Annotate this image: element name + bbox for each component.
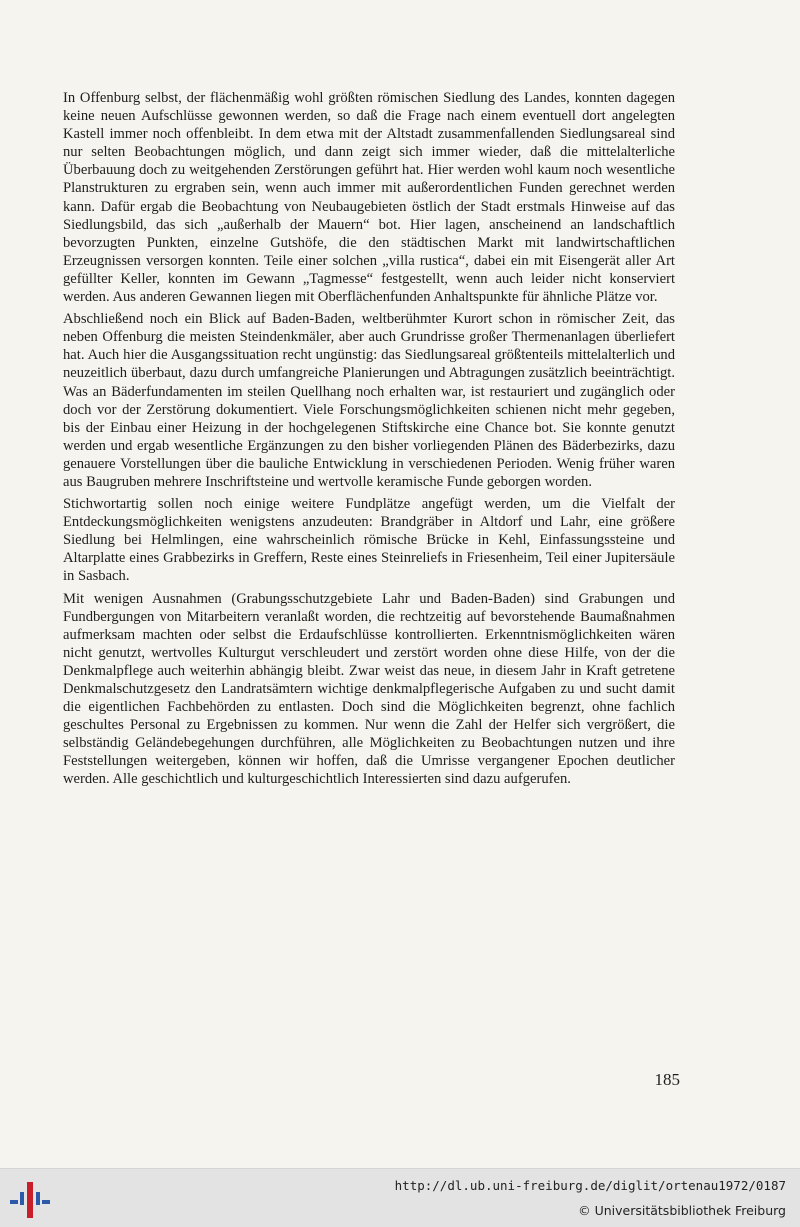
paragraph-offenburg: In Offenburg selbst, der flächenmäßig wohl größten römischen Siedlung des Landes, konnten dagegen keine neuen Aufschlüsse gewonnen werden, so daß die Frage nach einem eventuell dort angelegten Kastell immer noch offenbleibt. In dem etwa mit der Altstadt zusammenfallenden Siedlungsareal sind nur selten Beobachtungen möglich, und dann zeigt sich immer wieder, daß die mittelalterliche Überbauung doch zu weitgehenden Zerstörungen geführt hat. Hier werden wohl kaum noch wesentliche Planstrukturen zu ergraben sein, wenn auch immer mit außerordentlichen Funden gerechnet werden kann. Dafür ergab die Beobachtung von Neubaugebieten östlich der Stadt erstmals Hinweise auf das Siedlungsbild, das sich „außerhalb der Mauern“ bot. Hier lagen, anscheinend an landschaftlich bevorzugten Punkten, einzelne Gutshöfe, die den städtischen Markt mit landwirtschaftlichen Erzeugnissen versorgen konnten. Teile einer solchen „villa rustica“, dabei ein mit Eisengerät aller Art gefüllter Keller, konnten im Gewann „Tagmesse“ festgestellt, wenn auch leider nicht konserviert werden. Aus anderen Gewannen liegen mit Oberflächenfunden Anhaltspunkte für ähnliche Plätze vor. — [63, 90, 675, 306]
ub-freiburg-logo-icon — [10, 1180, 50, 1220]
copyright-notice: © Universitätsbibliothek Freiburg — [578, 1203, 786, 1218]
permalink-url[interactable]: http://dl.ub.uni-freiburg.de/diglit/ortenau1972/0187 — [394, 1178, 786, 1193]
paragraph-mitarbeiter: Mit wenigen Ausnahmen (Grabungsschutzgebiete Lahr und Baden-Baden) sind Grabungen und Fundbergungen von Mitarbeitern veranlaßt worden, die rechtzeitig auf bevorstehende Baumaßnahmen aufmerksam machten oder selbst die Erdaufschlüsse kontrollierten. Erkenntnismöglichkeiten wären nicht genutzt, wertvolles Kulturgut verschleudert und zerstört worden ohne diese Hilfe, von der die Denkmalpflege auch weiterhin abhängig bleibt. Zwar weist das neue, in diesem Jahr in Kraft getretene Denkmalschutzgesetz den Landratsämtern wichtige denkmalpflegerische Aufgaben zu und sucht damit die eigentlichen Fachbehörden zu entlasten. Doch sind die Möglichkeiten begrenzt, ohne fachlich geschultes Personal zu Ergebnissen zu kommen. Nur wenn die Zahl der Helfer sich vergrößert, die selbständig Geländebegehungen durchführen, alle Möglichkeiten zu Beobachtungen nutzen und ihre Feststellungen weitergeben, können wir hoffen, daß die Umrisse vergangener Epochen deutlicher werden. Alle geschichtlich und kulturgeschichtlich Interessierten sind dazu aufgerufen. — [63, 590, 675, 788]
body-text — [63, 89, 675, 793]
page-number: 185 — [654, 1070, 680, 1089]
paragraph-baden-baden: Abschließend noch ein Blick auf Baden-Baden, weltberühmter Kurort schon in römischer Zeit, das neben Offenburg die meisten Steindenkmäler, aber auch Grundrisse großer Thermenanlagen überliefert hat. Auch hier die Ausgangssituation recht ungünstig: das Siedlungsareal größtenteils mittelalterlich und neuzeitlich überbaut, dazu durch umfangreiche Planierungen und Abtragungen zusätzlich beeinträchtigt. Was an Bäderfundamenten im steilen Quellhang noch erhalten war, ist restauriert und zugänglich oder doch vor der Zerstörung dokumentiert. Viele Forschungsmöglichkeiten schienen nicht mehr gegeben, bis der Einbau einer Heizung in der hochgelegenen Stiftskirche eine Chance bot. Sie konnte genutzt werden und ergab wesentliche Ergänzungen zu den bisher vorliegenden Plänen des Bäderbezirks, dazu genauere Vorstellungen über die bauliche Entwicklung in verschiedenen Perioden. Wenig früher waren aus Baugruben mehrere Inschriftsteine und wertvolle keramische Funde geborgen worden. — [63, 311, 675, 490]
paragraph-fundplaetze: Stichwortartig sollen noch einige weitere Fundplätze angefügt werden, um die Vielfalt der Entdeckungsmöglichkeiten wenigstens anzudeuten: Brandgräber in Altdorf und Lahr, eine größere Siedlung bei Helmlingen, eine wahrscheinlich römische Brücke in Kehl, Einfassungssteine und Altarplatte eines Grabbezirks in Greffern, Reste eines Steinreliefs in Friesenheim, Teil einer Jupitersäule in Sasbach. — [63, 496, 675, 585]
viewer-footer — [0, 1168, 800, 1227]
